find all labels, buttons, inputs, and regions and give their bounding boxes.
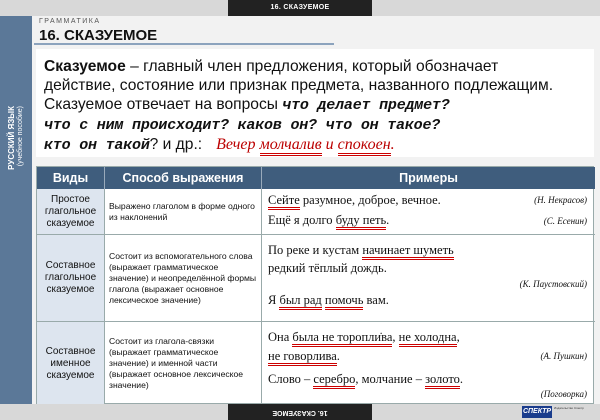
- row2-method: Состоит из вспомогательного слова (выражает грамматическое значение) и неопределённой формы глагола (выражает основное лексическое значение): [105, 235, 262, 322]
- definition-line2: действие, состояние или признак предмета, названного подлежащим.: [44, 77, 554, 94]
- row1-examples: [262, 189, 595, 235]
- predicate-table: [36, 166, 594, 404]
- definition-block: [36, 49, 594, 157]
- subject-label: ГРАММАТИКА: [39, 18, 101, 25]
- row3-source1: (А. Пушкин): [540, 351, 587, 361]
- row3-example2: не говорлива.: [268, 349, 589, 364]
- top-bar: [0, 0, 600, 16]
- definition-line5: кто он такой? и др.: Вечер молчалив и спокоен.: [44, 136, 395, 154]
- header-examples: Примеры: [262, 167, 595, 189]
- row2-example1: По реке и кустам начинает шуметь: [268, 243, 589, 258]
- title-bar: [34, 27, 334, 45]
- row1-type: Простое глагольное сказуемое: [37, 189, 105, 235]
- row1-method: Выражено глаголом в форме одного из наклонений: [105, 189, 262, 235]
- header-method: Способ выражения: [105, 167, 262, 189]
- row2-type: Составное глагольное сказуемое: [37, 235, 105, 322]
- sidebar-line2: (учебное пособие): [17, 106, 24, 167]
- row1-source1: (Н. Некрасов): [534, 195, 587, 205]
- row2-example2: редкий тёплый дождь.: [268, 261, 387, 275]
- publisher-logo: СПЕКТР: [522, 406, 552, 418]
- row2-example3: Я был рад помочь вам.: [268, 293, 589, 308]
- definition-line4: что с ним происходит? каков он? что он такое?: [44, 117, 441, 134]
- row1-example2: Ещё я долго буду петь.: [268, 213, 589, 228]
- row2-examples: [262, 235, 595, 322]
- publisher-info: Издательство Спектр: [554, 406, 584, 410]
- row2-source1: (К. Паустовский): [519, 279, 587, 289]
- sidebar-line1: РУССКИЙ ЯЗЫК: [7, 106, 16, 170]
- row3-examples: [262, 322, 595, 405]
- row3-example1: Она была не торопли̇ва, не холодна,: [268, 330, 589, 345]
- bottom-tab: 16. СКАЗУЕМОЕ: [228, 404, 372, 420]
- page-title: 16. СКАЗУЕМОЕ: [39, 27, 158, 44]
- definition-example: Вечер молчалив и спокоен.: [216, 136, 395, 153]
- row3-source2: (Поговорка): [540, 389, 587, 399]
- row1-source2: (С. Есенин): [543, 216, 587, 226]
- bottom-bar: [0, 404, 600, 420]
- definition-term: Сказуемое: [44, 58, 126, 75]
- header-types: Виды: [37, 167, 105, 189]
- row3-example3: Слово – серебро, молчание – золото.: [268, 372, 589, 387]
- definition-line1: Сказуемое – главный член предложения, который обозначает: [44, 58, 499, 75]
- row3-type: Составное именное сказуемое: [37, 322, 105, 405]
- main-content: [32, 16, 600, 404]
- definition-line3: Сказуемое отвечает на вопросы что делает предмет?: [44, 96, 450, 114]
- sidebar: [0, 16, 32, 404]
- row1-example1: Сейте разумное, доброе, вечное.: [268, 193, 589, 208]
- top-tab: 16. СКАЗУЕМОЕ: [228, 0, 372, 16]
- row3-method: Состоит из глагола-связки (выражает грамматическое значение) и именной части (выражает основное лексическое значение): [105, 322, 262, 405]
